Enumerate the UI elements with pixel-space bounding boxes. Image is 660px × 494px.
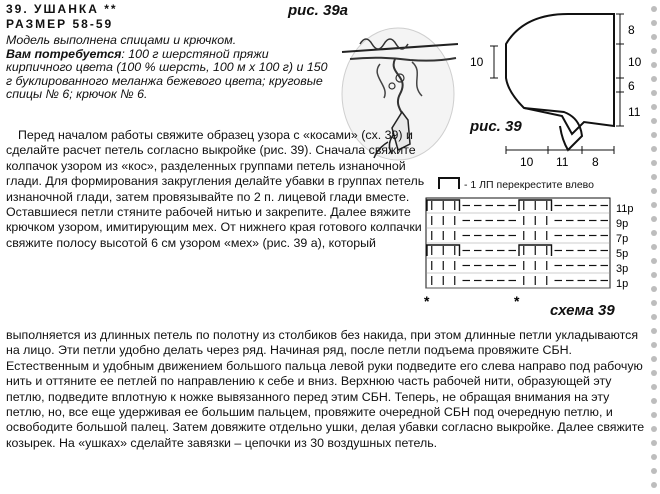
materials-block xyxy=(6,34,336,102)
instructions-paragraph-2: выполняется из длинных петель по полотну из столбиков без накида, при этом длинные петли укладываются на лицо. Эти петли удобно делать через ряд. Начиная ряд, после петли подъема провяжите СБН. Естественным и удобным движением большого пальца левой руки подведите его слева направо под рабочую нить и оттяните ее петлей по направлению к себе и вниз. Верхнюю часть рабочей нити, образующей эту петлю, подведите вплотную к ножке вывязанного перед этим СБН. Теперь, не обращая внимания на эту петлю, но, все еще удерживая ее большим пальцем, провяжите очередной СБН под очередную петлю, и освободите большой палец. Затем довяжите отдельно ушки, делая убавки согласно выкройке. Далее свяжите козырек. На «ушках» сделайте завязки – цепочки из 30 воздушных петель. xyxy=(6,328,645,450)
edge-dot xyxy=(651,20,657,26)
edge-dot xyxy=(651,286,657,292)
edge-dot xyxy=(651,104,657,110)
edge-dot xyxy=(651,300,657,306)
edge-dot xyxy=(651,314,657,320)
dim-right-8: 8 xyxy=(628,23,635,37)
pattern-number: 39. УШАНКА ** xyxy=(6,2,118,16)
chart-row-label-3: 3р xyxy=(616,263,629,275)
dim-right-11: 11 xyxy=(628,105,641,119)
chart-row-label-9: 9р xyxy=(616,218,629,230)
edge-dot xyxy=(651,244,657,250)
edge-dot xyxy=(651,188,657,194)
edge-dot xyxy=(651,6,657,12)
edge-dot xyxy=(651,272,657,278)
materials-label: Вам потребуется xyxy=(6,46,122,61)
edge-dot xyxy=(651,174,657,180)
figure-39a-label: рис. 39а xyxy=(288,2,349,19)
edge-dot xyxy=(651,454,657,460)
legend-text: - 1 ЛП перекрестите влево xyxy=(464,179,594,191)
edge-dot xyxy=(651,258,657,264)
pattern-size: РАЗМЕР 58-59 xyxy=(6,17,114,31)
edge-dot xyxy=(651,328,657,334)
edge-dot xyxy=(651,398,657,404)
chart-star-left: * xyxy=(424,293,430,309)
edge-dot xyxy=(651,412,657,418)
dim-right-10: 10 xyxy=(628,55,642,69)
chart-row-label-7: 7р xyxy=(616,233,629,245)
figure-39-label: рис. 39 xyxy=(470,118,522,135)
schema-39-label: схема 39 xyxy=(550,302,615,319)
chart-legend xyxy=(438,177,594,191)
edge-dot xyxy=(651,34,657,40)
chart-row-label-1: 1р xyxy=(616,278,629,290)
dim-bottom-10: 10 xyxy=(520,155,534,169)
edge-dot xyxy=(651,62,657,68)
chart-rows xyxy=(426,200,610,288)
edge-dot xyxy=(651,90,657,96)
chart-row-label-5: 5р xyxy=(616,248,629,260)
edge-dot xyxy=(651,48,657,54)
edge-dot xyxy=(651,440,657,446)
dim-right-6: 6 xyxy=(628,79,635,93)
edge-dot xyxy=(651,160,657,166)
edge-dot xyxy=(651,468,657,474)
edge-dot xyxy=(651,118,657,124)
edge-dot xyxy=(651,356,657,362)
edge-dot xyxy=(651,342,657,348)
dim-bottom-11: 11 xyxy=(556,155,569,169)
chart-row-label-11: 11р xyxy=(616,203,634,215)
edge-dot xyxy=(651,384,657,390)
model-description: Модель выполнена спицами и крючком. xyxy=(6,33,237,47)
edge-dot xyxy=(651,230,657,236)
edge-dot xyxy=(651,370,657,376)
edge-dot xyxy=(651,216,657,222)
dim-left-10: 10 xyxy=(470,55,484,69)
dim-bottom-8: 8 xyxy=(592,155,599,169)
edge-dot xyxy=(651,132,657,138)
edge-dot xyxy=(651,76,657,82)
hat-pattern-diagram xyxy=(464,12,646,170)
page-edge-dots xyxy=(650,0,658,494)
edge-dot xyxy=(651,426,657,432)
edge-dot xyxy=(651,146,657,152)
edge-dot xyxy=(651,202,657,208)
edge-dot xyxy=(651,482,657,488)
stitch-chart xyxy=(420,192,644,312)
materials-text xyxy=(6,48,336,102)
chart-star-right: * xyxy=(514,293,520,309)
materials-list: : 100 г шерстяной пряжи кирпичного цвета (100 % шерсть, 100 м х 100 г) и 150 г буклированного меланжа бежевого цвета; круговые спицы № 6; крючок № 6. xyxy=(6,46,328,102)
instructions-paragraph-1: Перед началом работы свяжите образец узора с «косами» (сх. 39) и сделайте расчет петель согласно выкройке (рис. 39). Сначала свяжите колпачок узором из «кос», разделенных группами петель изнаночной глади. Для формирования закругления делайте убавки в группах петель изнаночной глади, затем провязывайте по 2 п. лицевой глади вместе. Оставшиеся петли стяните рабочей нитью и закрепите. Далее вяжите крючком узором, имитирующим мех. От нижнего края готового колпачки свяжите полосу высотой 6 см узором «мех» (рис. 39 а), который xyxy=(6,128,425,250)
